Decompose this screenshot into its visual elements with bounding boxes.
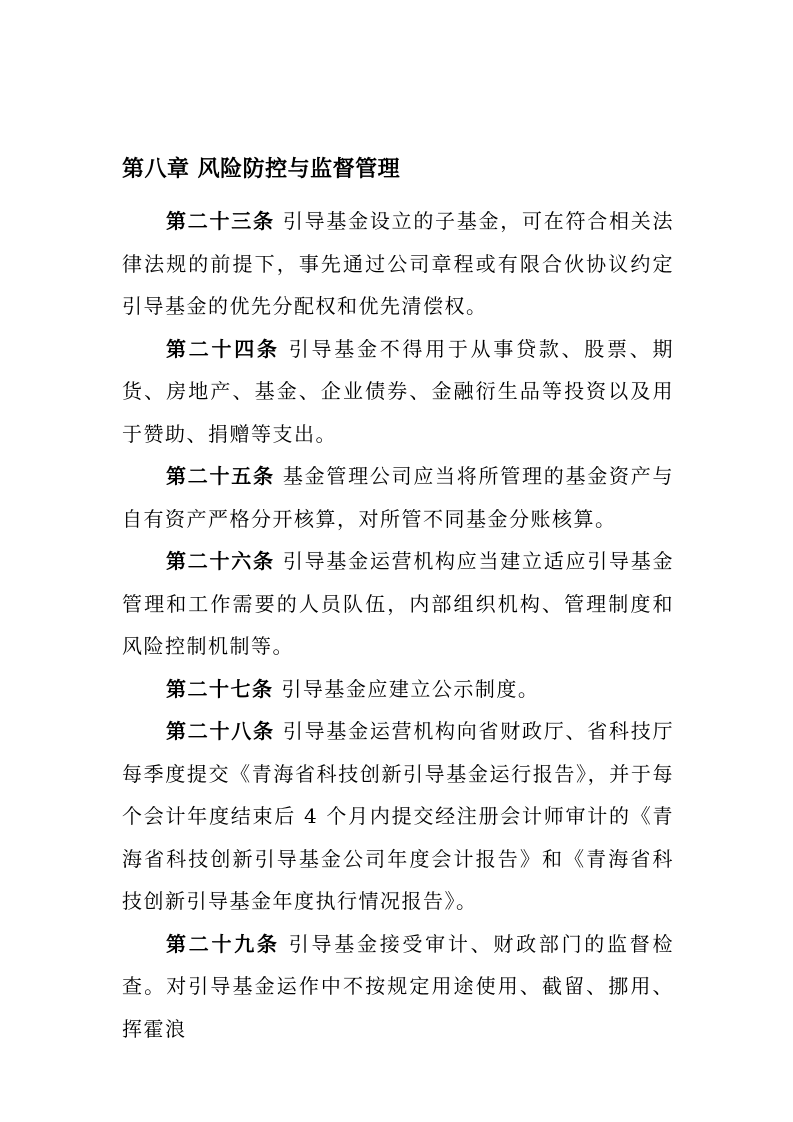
article-26 <box>122 540 674 668</box>
article-text: 引导基金设立的子基金，可在符合相关法律法规的前提下，事先通过公司章程或有限合伙协议约定引导基金的优先分配权和优先清偿权。 <box>122 209 675 318</box>
chapter-body <box>122 200 674 1050</box>
article-heading: 第二十七条 <box>166 676 274 701</box>
article-25 <box>122 455 674 540</box>
article-23 <box>122 200 674 328</box>
article-heading: 第二十五条 <box>166 464 275 488</box>
article-24 <box>122 328 674 456</box>
article-text: 引导基金应建立公示制度。 <box>281 676 540 701</box>
article-heading: 第二十六条 <box>166 549 275 573</box>
article-29 <box>122 923 674 1051</box>
article-heading: 第二十三条 <box>166 209 275 233</box>
chapter-title: 第八章 风险防控与监督管理 <box>122 157 401 182</box>
article-heading: 第二十八条 <box>166 719 275 743</box>
article-27 <box>122 668 674 711</box>
article-heading: 第二十九条 <box>166 931 280 956</box>
article-heading: 第二十四条 <box>166 336 280 361</box>
article-text: 引导基金运营机构向省财政厅、省科技厅每季度提交《青海省科技创新引导基金运行报告》，并于每个会计年度结束后 4 个月内提交经注册会计师审计的《青海省科技创新引导基金公司年度会计报告》和《青海省科技创新引导基金年度执行情况报告》。 <box>122 719 675 913</box>
article-text: 引导基金接受审计、财政部门的监督检查。对引导基金运作中不按规定用途使用、截留、挪用、挥霍浪 <box>122 931 675 1041</box>
article-text: 基金管理公司应当将所管理的基金资产与自有资产严格分开核算，对所管不同基金分账核算。 <box>122 464 675 531</box>
article-text: 引导基金运营机构应当建立适应引导基金管理和工作需要的人员队伍，内部组织机构、管理制度和风险控制机制等。 <box>122 549 675 658</box>
article-text: 引导基金不得用于从事贷款、股票、期货、房地产、基金、企业债券、金融衍生品等投资以及用于赞助、捐赠等支出。 <box>122 336 675 446</box>
article-28 <box>122 710 674 923</box>
